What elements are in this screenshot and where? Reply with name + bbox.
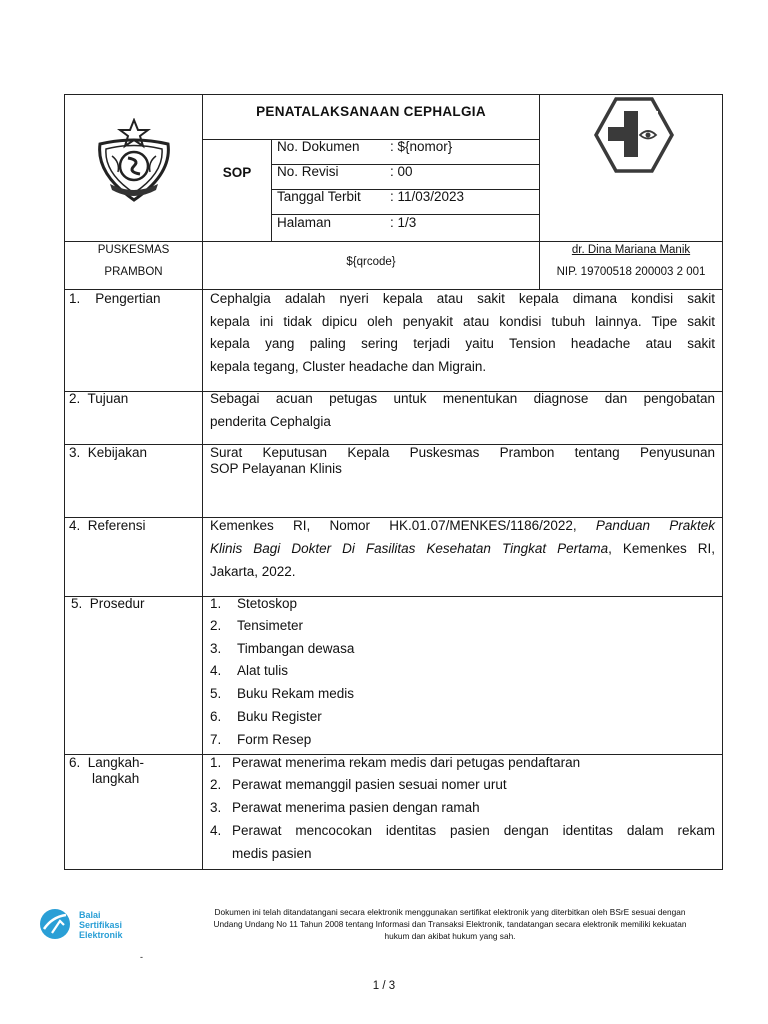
list-item: Tensimeter xyxy=(237,618,304,633)
kebijakan-line: Surat Keputusan Kepala Puskesmas Prambon tentang Penyusunan xyxy=(210,445,715,460)
bsre-name-line1: Balai xyxy=(79,910,101,920)
meta-label-halaman: Halaman xyxy=(277,215,332,230)
list-item-number: 4. xyxy=(210,663,222,678)
regency-emblem-logo xyxy=(90,118,178,204)
list-item-continuation: medis pasien xyxy=(232,846,312,861)
section-label-langkah-cont: langkah xyxy=(92,771,140,786)
pengertian-line: kepala tegang, Cluster headache dan Migrain. xyxy=(210,359,487,374)
list-item-number: 2. xyxy=(210,618,222,633)
list-item-number: 2. xyxy=(210,777,222,792)
referensi-text: , Kemenkes RI, xyxy=(608,541,715,556)
meta-value-tanggal: : 11/03/2023 xyxy=(390,189,465,204)
referensi-title: Panduan Praktek xyxy=(595,518,715,533)
bsre-logo xyxy=(38,907,138,941)
list-item: Perawat menerima pasien dengan ramah xyxy=(232,800,480,815)
section-label-referensi: 4. Referensi xyxy=(69,518,146,533)
list-item: Perawat menerima rekam medis dari petugas pendaftaran xyxy=(232,755,581,770)
tujuan-line: Sebagai acuan petugas untuk menentukan diagnose dan pengobatan xyxy=(210,391,715,406)
list-item-number: 1. xyxy=(210,755,222,770)
list-item-number: 6. xyxy=(210,709,222,724)
org-name-line2: PRAMBON xyxy=(104,266,163,278)
list-item-number: 3. xyxy=(210,641,222,656)
list-item-number: 4. xyxy=(210,823,222,838)
referensi-line-3: Jakarta, 2022. xyxy=(210,564,296,579)
bsre-name-line3: Elektronik xyxy=(79,930,123,940)
list-item: Alat tulis xyxy=(237,663,289,678)
pengertian-line: kepala yang paling sering terjadi yaitu Tension headache atau sakit xyxy=(210,336,715,351)
referensi-text: Kemenkes RI, Nomor HK.01.07/MENKES/1186/2022, xyxy=(210,518,596,533)
meta-label-tanggal: Tanggal Terbit xyxy=(277,189,361,204)
kebijakan-line: SOP Pelayanan Klinis xyxy=(210,461,342,476)
signer-nip: NIP. 19700518 200003 2 001 xyxy=(556,266,706,278)
section-label-pengertian: 1. Pengertian xyxy=(69,291,161,306)
referensi-line-2 xyxy=(210,538,715,561)
list-item: Form Resep xyxy=(237,732,312,747)
list-item: Buku Register xyxy=(237,709,322,724)
section-label-tujuan: 2. Tujuan xyxy=(69,391,129,406)
sop-label: SOP xyxy=(222,165,252,180)
list-item-number: 5. xyxy=(210,686,222,701)
list-item: Perawat mencocokan identitas pasien dengan identitas dalam rekam xyxy=(232,823,715,838)
meta-value-revisi: : 00 xyxy=(390,164,413,179)
list-item: Buku Rekam medis xyxy=(237,686,355,701)
list-item-number: 1. xyxy=(210,596,222,611)
list-item: Timbangan dewasa xyxy=(237,641,355,656)
meta-value-nomor: : ${nomor} xyxy=(390,139,453,154)
esign-note-line2: Undang Undang No 11 Tahun 2008 tentang Informasi dan Transaksi Elektronik, tandatangan secara elektronik memiliki kekuatan xyxy=(213,919,687,929)
list-item: Stetoskop xyxy=(237,596,298,611)
referensi-title: Klinis Bagi Dokter Di Fasilitas Kesehatan Tingkat Pertama xyxy=(210,541,609,556)
signer-name: dr. Dina Mariana Manik xyxy=(571,244,691,256)
list-item: Perawat memanggil pasien sesuai nomer urut xyxy=(232,777,507,792)
referensi-line-1 xyxy=(210,515,715,538)
document-title: PENATALAKSANAAN CEPHALGIA xyxy=(256,104,486,119)
pengertian-line: kepala ini tidak dipicu oleh penyakit atau kondisi tubuh lainnya. Tipe sakit xyxy=(210,314,715,329)
section-label-kebijakan: 3. Kebijakan xyxy=(69,445,148,460)
page-number: 1 / 3 xyxy=(372,980,396,992)
meta-label-nomor: No. Dokumen xyxy=(277,139,360,154)
footer-dot: - xyxy=(140,952,143,962)
bsre-name-line2: Sertifikasi xyxy=(79,920,123,930)
puskesmas-logo xyxy=(594,97,674,173)
meta-value-halaman: : 1/3 xyxy=(390,215,417,230)
section-label-langkah: 6. Langkah- xyxy=(69,755,145,770)
tujuan-line: penderita Cephalgia xyxy=(210,414,331,429)
section-label-prosedur: 5. Prosedur xyxy=(71,596,145,611)
esign-note-line3: hukum dan akibat hukum yang sah. xyxy=(384,931,516,941)
qrcode-placeholder: ${qrcode} xyxy=(346,256,396,268)
esign-note-line1: Dokumen ini telah ditandatangani secara elektronik menggunakan sertifikat elektronik yang diterbitkan oleh BSrE sesuai dengan xyxy=(214,907,686,917)
meta-label-revisi: No. Revisi xyxy=(277,164,339,179)
bsre-badge-icon xyxy=(38,907,74,941)
pengertian-line: Cephalgia adalah nyeri kepala atau sakit kepala dimana kondisi sakit xyxy=(210,291,715,306)
list-item-number: 7. xyxy=(210,732,222,747)
list-item-number: 3. xyxy=(210,800,222,815)
org-name-line1: PUSKESMAS xyxy=(97,244,170,256)
